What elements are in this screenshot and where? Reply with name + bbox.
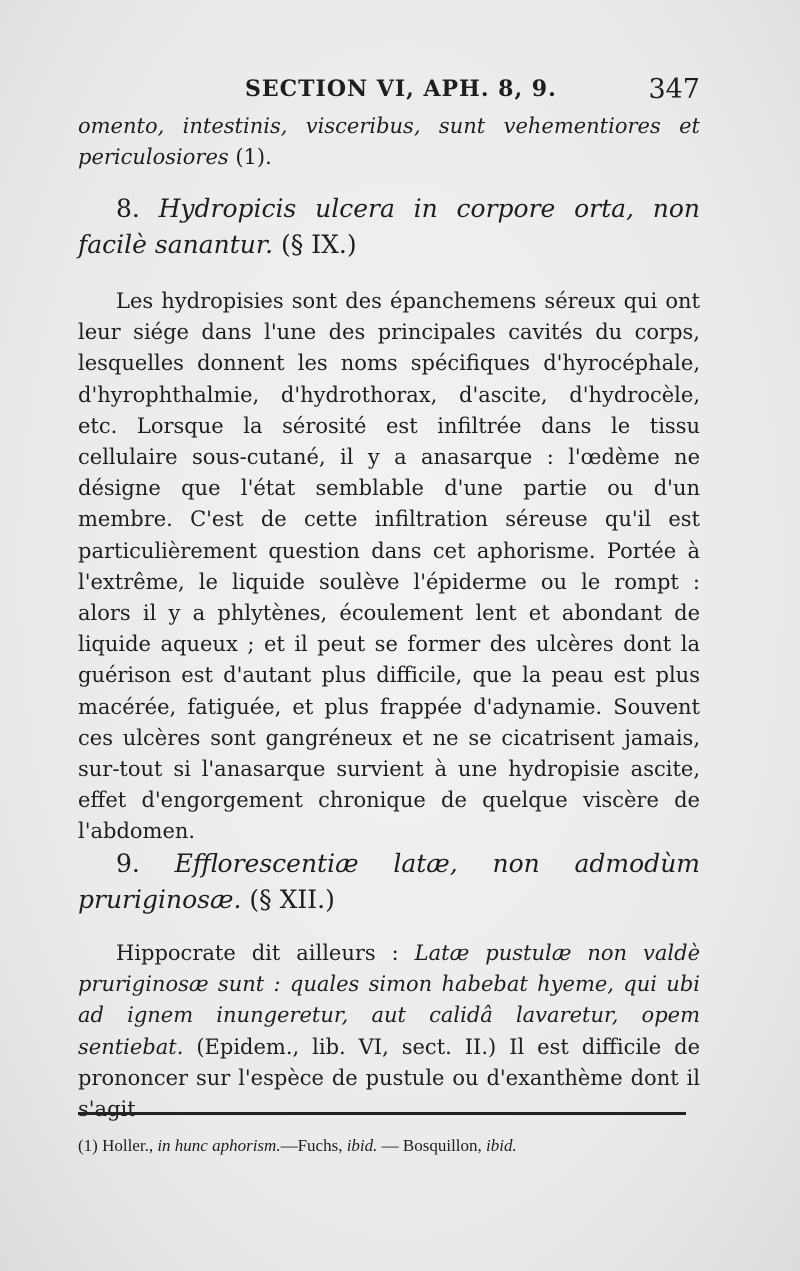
footnote: [78, 1134, 700, 1158]
footnote-separator: —: [381, 1136, 399, 1155]
running-title: SECTION VI, APH. 8, 9.: [245, 76, 557, 102]
footnote-marker: (1): [78, 1136, 98, 1155]
footnote-rule: [78, 1112, 686, 1115]
footnote-author: Holler.,: [102, 1136, 154, 1155]
commentary-quote: Latæ pustulæ non valdè pruriginosæ sunt : quales simon habebat hyeme, qui ubi ad ignem inungeretur, aut calidâ lavaretur, opem sentiebat.: [78, 941, 700, 1059]
aphorism-9: [78, 846, 700, 918]
aphorism-latin: Hydropicis ulcera in corpore orta, non facilè sanantur.: [78, 194, 700, 259]
aphorism-latin: Efflorescentiæ latæ, non admodùm pruriginosæ.: [78, 849, 700, 914]
continuation-text: [78, 111, 700, 173]
note-reference: (1).: [235, 145, 272, 170]
section-reference: (§ XII.): [249, 885, 335, 914]
commentary-rest: Il est difficile de prononcer sur l'espèce de pustule ou d'exanthème dont il s'agit: [78, 1034, 701, 1122]
commentary-8: Les hydropisies sont des épanchemens séreux qui ont leur siége dans l'une des principales cavités du corps, lesquelles donnent les noms spécifiques d'hyrocéphale, d'hyrophthalmie, d'hydrothorax, d'ascite, d'hydrocèle, etc. Lorsque la sérosité est infiltrée dans le tissu cellulaire sous-cutané, il y a anasarque : l'œdème ne désigne que l'état semblable d'une partie ou d'un membre. C'est de cette infiltration séreuse qu'il est particulièrement question dans cet aphorisme. Portée à l'extrême, le liquide soulève l'épiderme ou le rompt : alors il y a phlytènes, écoulement lent et abondant de liquide aqueux ; et il peut se former des ulcères dont la guérison est d'autant plus difficile, que la peau est plus macérée, fatiguée, et plus frappée d'adynamie. Souvent ces ulcères sont gangréneux et ne se cicatrisent jamais, sur-tout si l'anasarque survient à une hydropisie ascite, effet d'engorgement chronique de quelque viscère de l'abdomen.: [78, 289, 700, 844]
footnote-separator: —: [280, 1136, 298, 1155]
aphorism-number: 8.: [116, 194, 140, 223]
page-header: [245, 70, 700, 106]
section-reference: (§ IX.): [281, 230, 357, 259]
commentary-lead: Hippocrate dit ailleurs :: [116, 941, 399, 965]
commentary-9: [78, 938, 700, 1125]
page-number: 347: [648, 74, 700, 105]
footnote-work: ibid.: [346, 1136, 378, 1155]
footnote-work: in hunc aphorism.: [157, 1136, 281, 1155]
commentary-citation: (Epidem., lib. VI, sect. II.): [196, 1034, 497, 1059]
continuation-latin: omento, intestinis, visceribus, sunt vehementiores et periculosiores: [78, 114, 700, 170]
aphorism-number: 9.: [116, 849, 140, 878]
footnote-author: Fuchs,: [297, 1136, 343, 1155]
footnote-work: ibid.: [486, 1136, 517, 1155]
footnote-author: Bosquillon,: [402, 1136, 482, 1155]
aphorism-8: [78, 191, 700, 263]
